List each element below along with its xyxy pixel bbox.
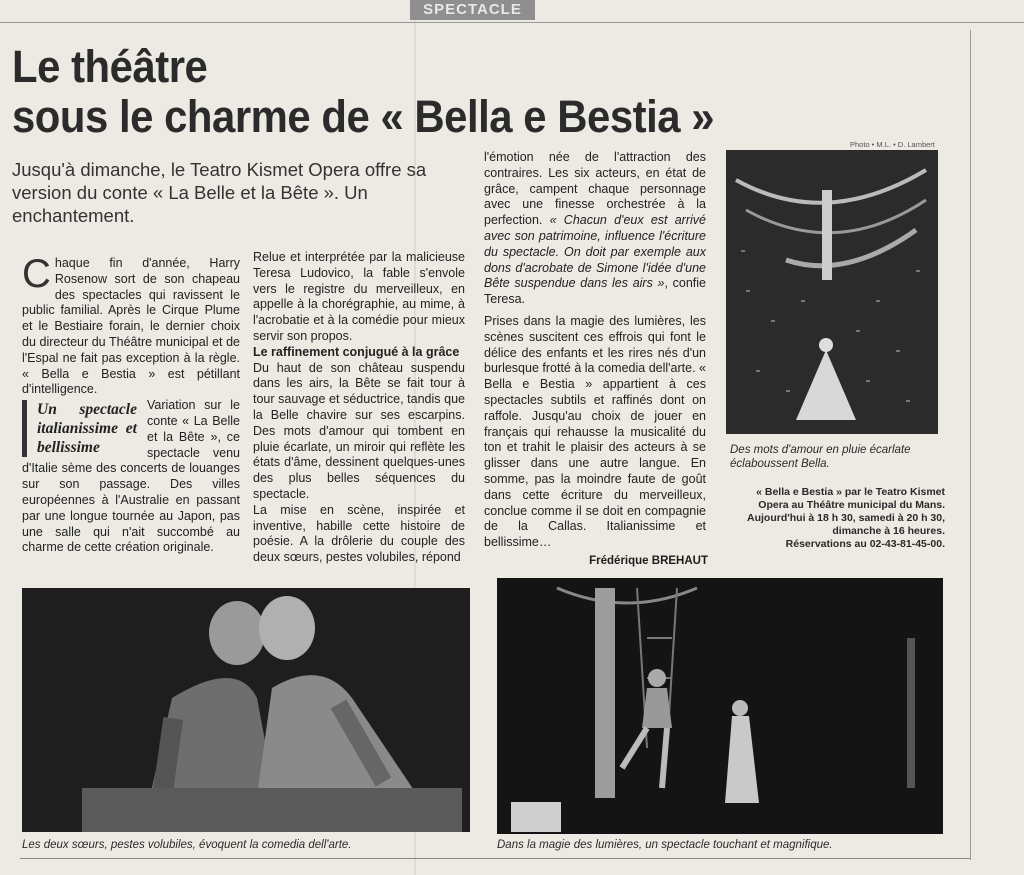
col3-paragraph-1a: l'émotion née de l'attraction des contraires. Les six acteurs, en état de grâce, campent chaque personnage avec une finesse orchestrée à la perfection. [484, 150, 706, 228]
article-column-3 [484, 150, 706, 551]
col2-paragraph-2: Du haut de son château suspendu dans les airs, la Bête se fait tour à tour sauvage et séductrice, tandis que la Belle chavire sur ses escarpins. Des mots d'amour qui tombent en pluie écarlate, un miroir qui reflète les états d'âme, dessinent quelques-unes des plus belles séquences du spectacle. [253, 360, 465, 501]
confetti-scene-illustration [726, 150, 938, 434]
headline [12, 42, 942, 142]
col1-paragraph-1: haque fin d'année, Harry Rosenow sort de son chapeau des spectacles qui ravissent le public familial. Après le Cirque Plume et le Bestiaire forain, le dernier choix du directeur du Théâtre municipal et de l'Espal ne fait pas exception à la règle. « Bella e Bestia » est pétillant d'intelligence. [22, 256, 240, 397]
byline: Frédérique BREHAUT [589, 555, 708, 567]
caption-bottom-right: Dans la magie des lumières, un spectacle touchant et magnifique. [497, 839, 833, 851]
photo-two-sisters [22, 588, 470, 832]
article-column-2 [253, 250, 465, 566]
info-line-2: Opera au Théâtre municipal du Mans. [758, 499, 945, 511]
right-margin-rule [970, 30, 971, 860]
col1-paragraph-2: Variation sur le conte « La Belle et la Bête », ce spectacle venu d'Italie sème des concerts de louanges sur son passage. Des villes européennes à l'Australie en passant par une longue tournée au Japon, pas une salle qui n'ait succombé au charme de cette création originale. [22, 398, 240, 555]
info-line-3: Aujourd'hui à 18 h 30, samedi à 20 h 30, [747, 512, 945, 524]
pull-quote: Un spectacle italianissime et bellissime [22, 400, 137, 457]
headline-line-2: sous le charme de « Bella e Bestia » [12, 91, 715, 142]
stage-scene-illustration [497, 578, 943, 834]
info-line-1: « Bella e Bestia » par le Teatro Kismet [756, 486, 945, 498]
photo-credit: Photo • M.L. • D. Lambert [850, 140, 935, 149]
info-line-4: dimanche à 16 heures. [832, 525, 945, 537]
section-rubric: SPECTACLE [410, 0, 535, 20]
col3-paragraph-2: Prises dans la magie des lumières, les scènes suscitent ces effrois qui font le délice des enfants et les rires nés d'un burlesque frotté à la comedia dell'arte. « Bella e Bestia » appartient à ces spectacles subtils et raffinés dont on raffole. Jusqu'au choix de jouer en français qui rehausse la musicalité du ton et trahit le plaisir des acteurs à se glisser dans une autre langue. En somme, pas la moindre faute de goût dans cette écriture du merveilleux, conclue comme il se doit en compagnie de la Callas. Italianissime et bellissime… [484, 313, 706, 550]
info-box [730, 486, 945, 551]
col3-quote: « Chacun d'eux est arrivé avec son patrimoine, influence l'écriture du spectacle. On doit par exemple aux dons d'acrobate de Simone l'idée d'une Bête suspendue dans les airs » [484, 213, 706, 291]
article-column-1 [22, 252, 240, 556]
caption-bottom-left: Les deux sœurs, pestes volubiles, évoquent la comedia dell'arte. [22, 839, 352, 851]
lede: Jusqu'à dimanche, le Teatro Kismet Opera offre sa version du conte « La Belle et la Bête ». Un enchantement. [12, 159, 427, 226]
photo-stage-scene [497, 578, 943, 834]
col2-paragraph-1: Relue et interprétée par la malicieuse Teresa Ludovico, la fable s'envole vers le registre du merveilleux, en appelle à la chorégraphie, au mime, à l'acrobatie et à la comédie pour mieux servir son propos. [253, 250, 465, 343]
caption-top-right: Des mots d'amour en pluie écarlate éclaboussent Bella. [730, 444, 911, 470]
col2-paragraph-3: La mise en scène, inspirée et inventive, habille cette histoire de poésie. A la drôlerie du couple des deux sœurs, pestes volubiles, répond [253, 502, 465, 565]
drop-cap: C [22, 252, 51, 296]
col3-paragraph-1c: , confie Teresa. [484, 276, 706, 307]
subhead: Le raffinement conjugué à la grâce [253, 344, 460, 359]
top-rule [0, 22, 1024, 23]
info-line-5: Réservations au 02-43-81-45-00. [785, 538, 945, 550]
headline-line-1: Le théâtre [12, 41, 208, 92]
two-sisters-illustration [22, 588, 470, 832]
bottom-rule [20, 858, 970, 859]
photo-confetti-scene [726, 150, 938, 434]
